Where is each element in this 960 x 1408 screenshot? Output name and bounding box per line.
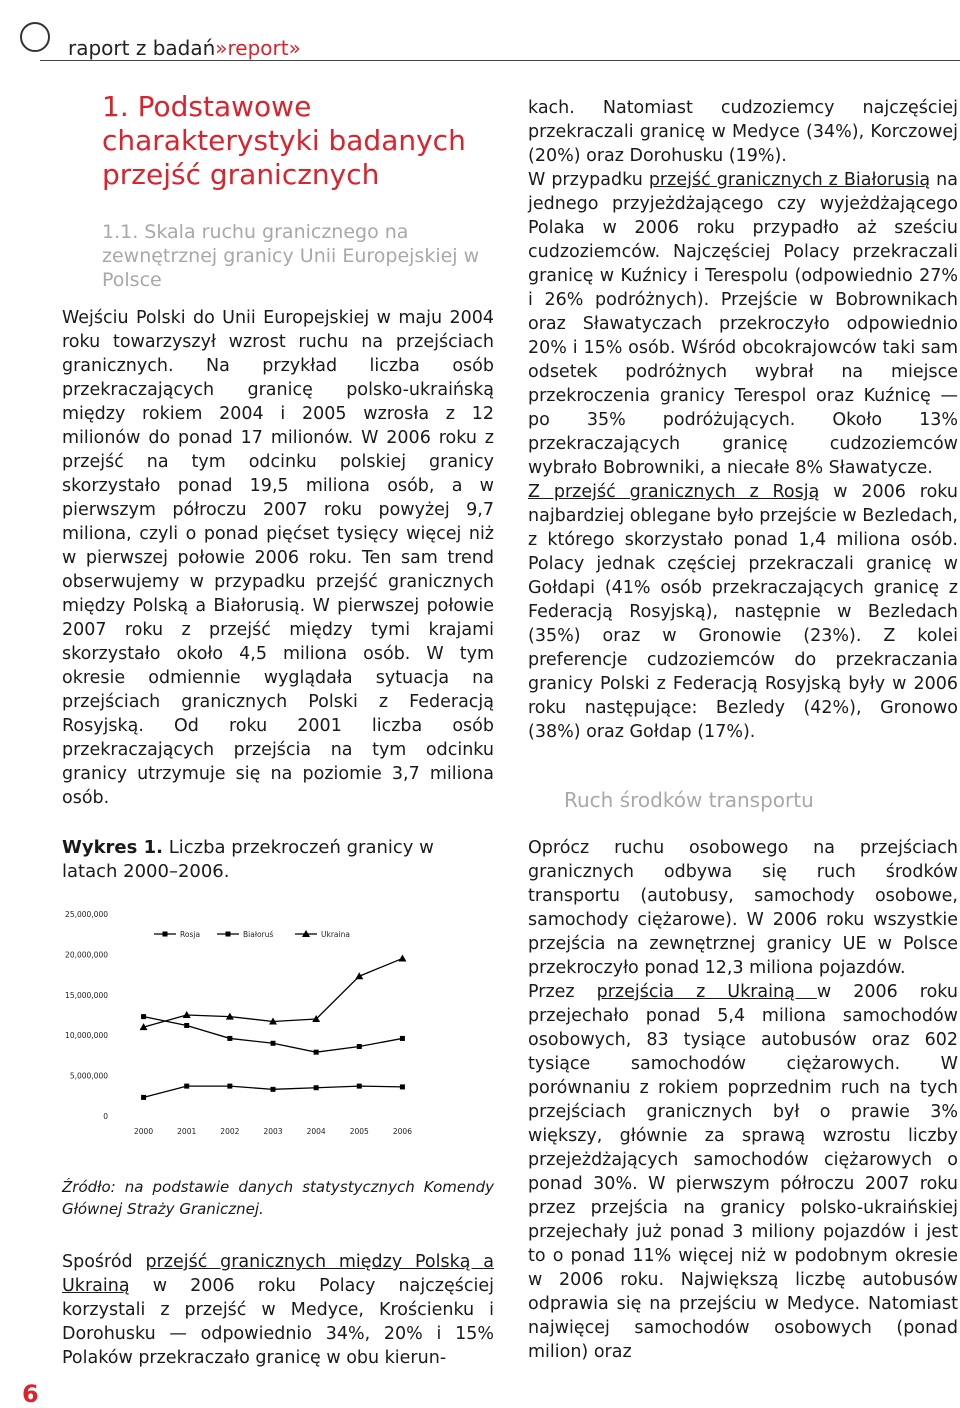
data-point xyxy=(314,1050,319,1055)
y-tick-label: 5,000,000 xyxy=(69,1071,108,1081)
header-rule xyxy=(40,60,960,61)
p5-start: Przez xyxy=(528,982,597,1002)
legend-label: Rosja xyxy=(180,930,201,939)
y-tick-label: 25,000,000 xyxy=(65,910,108,919)
x-tick-label: 2005 xyxy=(349,1127,369,1136)
header-title: raport z badań xyxy=(68,36,216,60)
left-column xyxy=(62,90,494,1388)
figure-caption xyxy=(62,836,494,884)
legend-label: Ukraina xyxy=(321,930,350,939)
x-tick-label: 2001 xyxy=(177,1127,197,1136)
data-point xyxy=(184,1084,189,1089)
line-chart xyxy=(62,904,442,1154)
data-point xyxy=(400,1036,405,1041)
figure-title: Liczba przekroczeń granicy w latach 2000–2006. xyxy=(62,837,434,882)
figure-label: Wykres 1. xyxy=(62,837,163,858)
para2-rest: w 2006 roku Polacy najczęściej korzystali z przejść w Medyce, Krościenku i Dorohusku — odpowiednio 34%, 20% i 15% Polaków przekraczało granicę w obu kierun- xyxy=(62,1276,494,1368)
p3-rest: w 2006 roku najbardziej oblegane było przejście w Bezledach, z którego skorzystało ponad 1,4 miliona osób. Polacy jednak częściej przekraczali granicę w Gołdapi (41% osób przekraczających granicę z Federacją Rosyjską), następnie w Bezledach (35%) oraz w Gronowie (23%). Z kolei preferencje cudzoziemców do przekraczania granicy Polski z Federacją Rosyjską były w 2006 roku następujące: Bezledy (42%), Gronowo (38%) oraz Gołdap (17%). xyxy=(528,482,958,742)
page-number: 6 xyxy=(22,1380,39,1408)
data-point xyxy=(271,1087,276,1092)
y-tick-label: 0 xyxy=(103,1112,108,1121)
x-tick-label: 2004 xyxy=(306,1127,326,1136)
data-point xyxy=(141,1014,146,1019)
data-point xyxy=(141,1095,146,1100)
right-paragraph-2 xyxy=(528,168,958,480)
data-point xyxy=(184,1023,189,1028)
x-tick-label: 2000 xyxy=(134,1127,154,1136)
y-tick-label: 15,000,000 xyxy=(65,990,108,1000)
data-point xyxy=(400,1084,405,1089)
p5-rest: w 2006 roku przejechało ponad 5,4 miliona samochodów osobowych, 83 tysiące autobusów oraz 602 tysiące samochodów ciężarowych. W porównaniu z rokiem poprzednim ruch na tych przejściach granicznych był o prawie 3% większy, głównie za sprawą wzrostu liczby przejeżdżających samochodów ciężarowych o ponad 30%. W pierwszym półroczu 2007 roku przez przejścia na granicy polsko-ukraińskiej przejechały już ponad 3 miliony pojazdów i jest to o ponad 11% więcej niż w podobnym okresie w 2006 roku. Największą liczbę autobusów odprawia się na przejściu w Medyce. Natomiast najwięcej samochodów osobowych (ponad milion) oraz xyxy=(528,982,958,1362)
data-point xyxy=(357,1084,362,1089)
body-paragraph-1: Wejściu Polski do Unii Europejskiej w maju 2004 roku towarzyszył wzrost ruchu na przejściach granicznych. Na przykład liczba osób przekraczających granicę polsko-ukraińską między rokiem 2004 i 2005 wzrosła z 12 milionów do ponad 17 milionów. W 2006 roku z przejść na tym odcinku polskiej granicy skorzystało ponad 19,5 miliona osób, a w pierwszym półroczu 2007 roku powyżej 9,7 miliona, czyli o ponad pięćset tysięcy więcej niż w pierwszej połowie 2006 roku. Ten sam trend obserwujemy w przypadku przejść granicznych między Polską a Białorusią. W pierwszej połowie 2007 roku z przejść między tymi krajami skorzystało około 4,5 miliona osób. W tym okresie odmiennie wyglądała sytuacja na przejściach granicznych Polski z Federacją Rosyjską. Od roku 2001 liczba osób przekraczających przejścia na tym odcinku granicy utrzymuje się na poziomie 3,7 miliona osób. xyxy=(62,308,494,808)
p2-rest: na jednego przyjeżdżającego czy wyjeżdżającego Polaka w 2006 roku przypadło aż sześciu cudzoziemców. Najczęściej Polacy przekraczali granicę w Kuźnicy i Terespolu (odpowiednio 27% i 26% podróżnych). Przejście w Bobrownikach oraz Sławatyczach przekroczyło odpowiednio 20% i 15% osób. Wśród obcokrajowców taki sam odsetek podróżnych wybrał na miejsce przekroczenia granicy Terespol oraz Kuźnicę — po 35% podróżujących. Około 13% przekraczających granicę cudzoziemców wybrało Bobrowniki, a niecałe 8% Sławatycze. xyxy=(528,170,958,478)
x-tick-label: 2002 xyxy=(220,1127,240,1136)
x-tick-label: 2006 xyxy=(392,1127,412,1136)
subheading-transport: Ruch środków transportu xyxy=(564,788,814,812)
ukraine-vehicles-link[interactable]: przejścia z Ukrainą xyxy=(596,982,817,1002)
data-point xyxy=(271,1041,276,1046)
russia-link[interactable]: Z przejść granicznych z Rosją xyxy=(528,482,820,502)
section-heading: 1. Podstawowe charakterystyki badanych przejść granicznych xyxy=(102,90,466,191)
right-paragraph-4: Oprócz ruchu osobowego na przejściach granicznych odbywa się ruch środków transportu (autobusy, samochody osobowe, samochody ciężarowe). W 2006 roku wszystkie przejścia na zewnętrznej granicy UE w Polsce przekroczyło ponad 12,3 miliona pojazdów. xyxy=(528,838,958,978)
y-tick-label: 20,000,000 xyxy=(65,950,108,960)
header-subtitle: »report» xyxy=(215,36,301,60)
data-point xyxy=(398,954,406,961)
right-paragraph-5 xyxy=(528,980,958,1364)
x-tick-label: 2003 xyxy=(263,1127,283,1136)
ukraine-link[interactable]: przejść granicznych między Polską a Ukrainą xyxy=(62,1252,494,1296)
right-paragraph-1: kach. Natomiast cudzoziemcy najczęściej przekraczali granicę w Medyce (34%), Korczowej (20%) oraz Dorohusku (19%). xyxy=(528,98,958,166)
subsection-heading: 1.1. Skala ruchu granicznego na zewnętrznej granicy Unii Europejskiej w Polsce xyxy=(102,221,480,291)
p2-start: W przypadku xyxy=(528,170,649,190)
running-header xyxy=(68,36,301,60)
legend-marker xyxy=(226,932,231,937)
belarus-link[interactable]: przejść granicznych z Białorusią xyxy=(648,170,931,190)
data-point xyxy=(314,1085,319,1090)
body-paragraph-2 xyxy=(62,1250,494,1370)
y-tick-label: 10,000,000 xyxy=(65,1031,108,1041)
header-circle-icon xyxy=(20,22,50,52)
data-point xyxy=(357,1044,362,1049)
data-point xyxy=(227,1084,232,1089)
legend-marker xyxy=(163,932,168,937)
data-point xyxy=(227,1036,232,1041)
figure-source: Źródło: na podstawie danych statystycznych Komendy Głównej Straży Granicznej. xyxy=(62,1178,494,1218)
right-paragraph-3 xyxy=(528,480,958,744)
para2-start: Spośród xyxy=(62,1252,146,1272)
right-column xyxy=(528,96,958,1364)
legend-label: Białoruś xyxy=(243,930,274,939)
series-line xyxy=(144,958,403,1027)
